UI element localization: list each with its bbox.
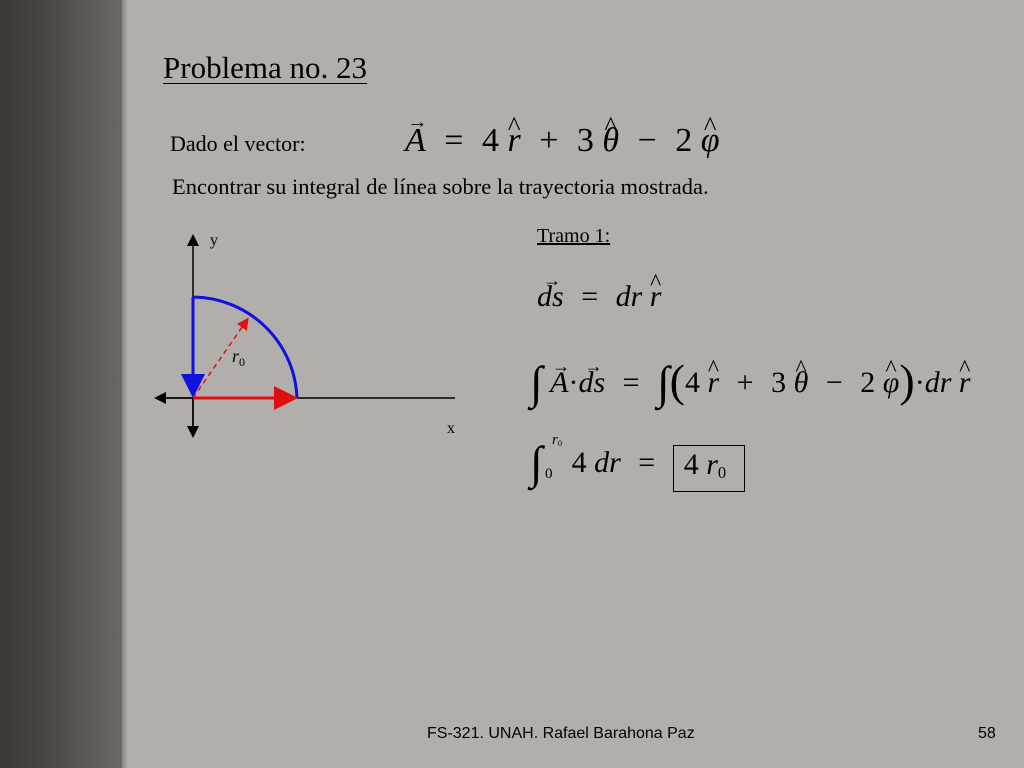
line-integral-equation: ∫ → A·→ ds = ∫(4 ^ r + 3 ^ θ − 2 ^ φ)·dr ^ r [530, 350, 971, 403]
unit-theta: ^ θ [602, 122, 619, 160]
decorative-side-bar [0, 0, 125, 768]
unit-phi: ^ φ [701, 122, 720, 160]
integral-lower-limit: 0 [545, 466, 553, 482]
page-number: 58 [978, 725, 996, 742]
path-diagram [150, 220, 470, 450]
boxed-result: 4 $r_0$ [673, 445, 745, 492]
vector-equation: → A = 4 ^ r + 3 ^ θ − 2 ^ φ [405, 122, 720, 160]
integral-upper-limit: $r_0$ [552, 432, 562, 449]
instruction-text: Encontrar su integral de línea sobre la trayectoria mostrada. [172, 174, 709, 199]
given-vector-label: Dado el vector: [170, 131, 306, 156]
slide-title: Problema no. 23 [163, 50, 368, 85]
quarter-arc [193, 297, 297, 398]
result-equation: ∫ 4 dr = 4 $r_0$ [530, 430, 745, 490]
radius-label: $r_0$ [232, 346, 246, 369]
vector-a: → A [405, 122, 426, 160]
footer-text: FS-321. UNAH. Rafael Barahona Paz [427, 725, 695, 742]
y-axis-label: y [210, 232, 218, 249]
unit-r: ^ r [507, 122, 520, 160]
segment-label: Tramo 1: [537, 225, 611, 247]
x-axis-label: x [447, 420, 455, 437]
ds-equation: → ds = dr ^ r [537, 280, 661, 314]
